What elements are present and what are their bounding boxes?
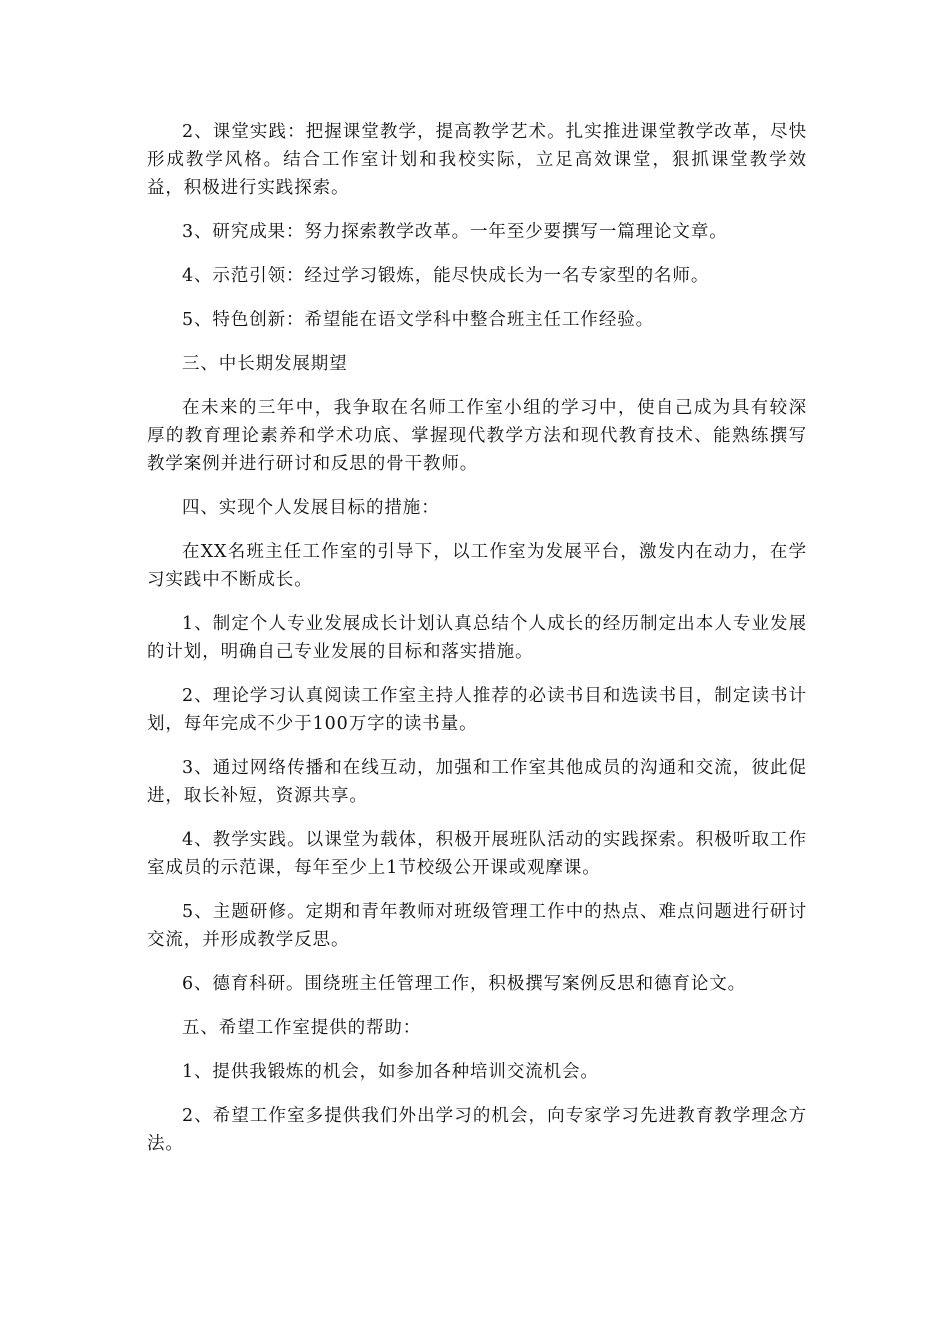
section-heading-long-term: 三、中长期发展期望 bbox=[182, 354, 348, 374]
document-body bbox=[147, 118, 807, 1174]
paragraph-three-year-goal: 在未来的三年中，我争取在名师工作室小组的学习中，使自己成为具有较深厚的教育理论素养和学术功底、掌握现代教学方法和现代教育技术、能熟练撰写教学案例并进行研讨和反思的骨干教师。 bbox=[147, 398, 807, 474]
section-heading-help: 五、希望工作室提供的帮助： bbox=[182, 1018, 422, 1038]
paragraph-help-training: 1、提供我锻炼的机会，如参加各种培训交流机会。 bbox=[182, 1062, 599, 1082]
paragraph-innovation: 5、特色创新：希望能在语文学科中整合班主任工作经验。 bbox=[182, 310, 655, 330]
paragraph-measure-research: 5、主题研修。定期和青年教师对班级管理工作中的热点、难点问题进行研讨交流，并形成教学反思。 bbox=[147, 902, 807, 950]
section-heading-measures: 四、实现个人发展目标的措施： bbox=[182, 498, 440, 518]
paragraph-research-results: 3、研究成果：努力探索教学改革。一年至少要撰写一篇理论文章。 bbox=[182, 222, 728, 242]
paragraph-measure-reading: 2、理论学习认真阅读工作室主持人推荐的必读书目和选读书目，制定读书计划，每年完成不少于100万字的读书量。 bbox=[147, 686, 807, 734]
paragraph-demonstration: 4、示范引领：经过学习锻炼，能尽快成长为一名专家型的名师。 bbox=[182, 266, 710, 286]
paragraph-studio-guidance: 在XX名班主任工作室的引导下，以工作室为发展平台，激发内在动力，在学习实践中不断成长。 bbox=[147, 542, 807, 590]
paragraph-measure-network: 3、通过网络传播和在线互动，加强和工作室其他成员的沟通和交流，彼此促进，取长补短，资源共享。 bbox=[147, 758, 807, 806]
paragraph-measure-teaching: 4、教学实践。以课堂为载体，积极开展班队活动的实践探索。积极听取工作室成员的示范课，每年至少上1节校级公开课或观摩课。 bbox=[147, 830, 807, 878]
paragraph-help-study-trips: 2、希望工作室多提供我们外出学习的机会，向专家学习先进教育教学理念方法。 bbox=[147, 1106, 807, 1154]
paragraph-measure-moral-education: 6、德育科研。围绕班主任管理工作，积极撰写案例反思和德育论文。 bbox=[182, 974, 747, 994]
paragraph-measure-plan: 1、制定个人专业发展成长计划认真总结个人成长的经历制定出本人专业发展的计划，明确自己专业发展的目标和落实措施。 bbox=[147, 614, 807, 662]
paragraph-classroom-practice: 2、课堂实践：把握课堂教学，提高教学艺术。扎实推进课堂教学改革，尽快形成教学风格。结合工作室计划和我校实际，立足高效课堂，狠抓课堂教学效益，积极进行实践探索。 bbox=[147, 122, 807, 198]
